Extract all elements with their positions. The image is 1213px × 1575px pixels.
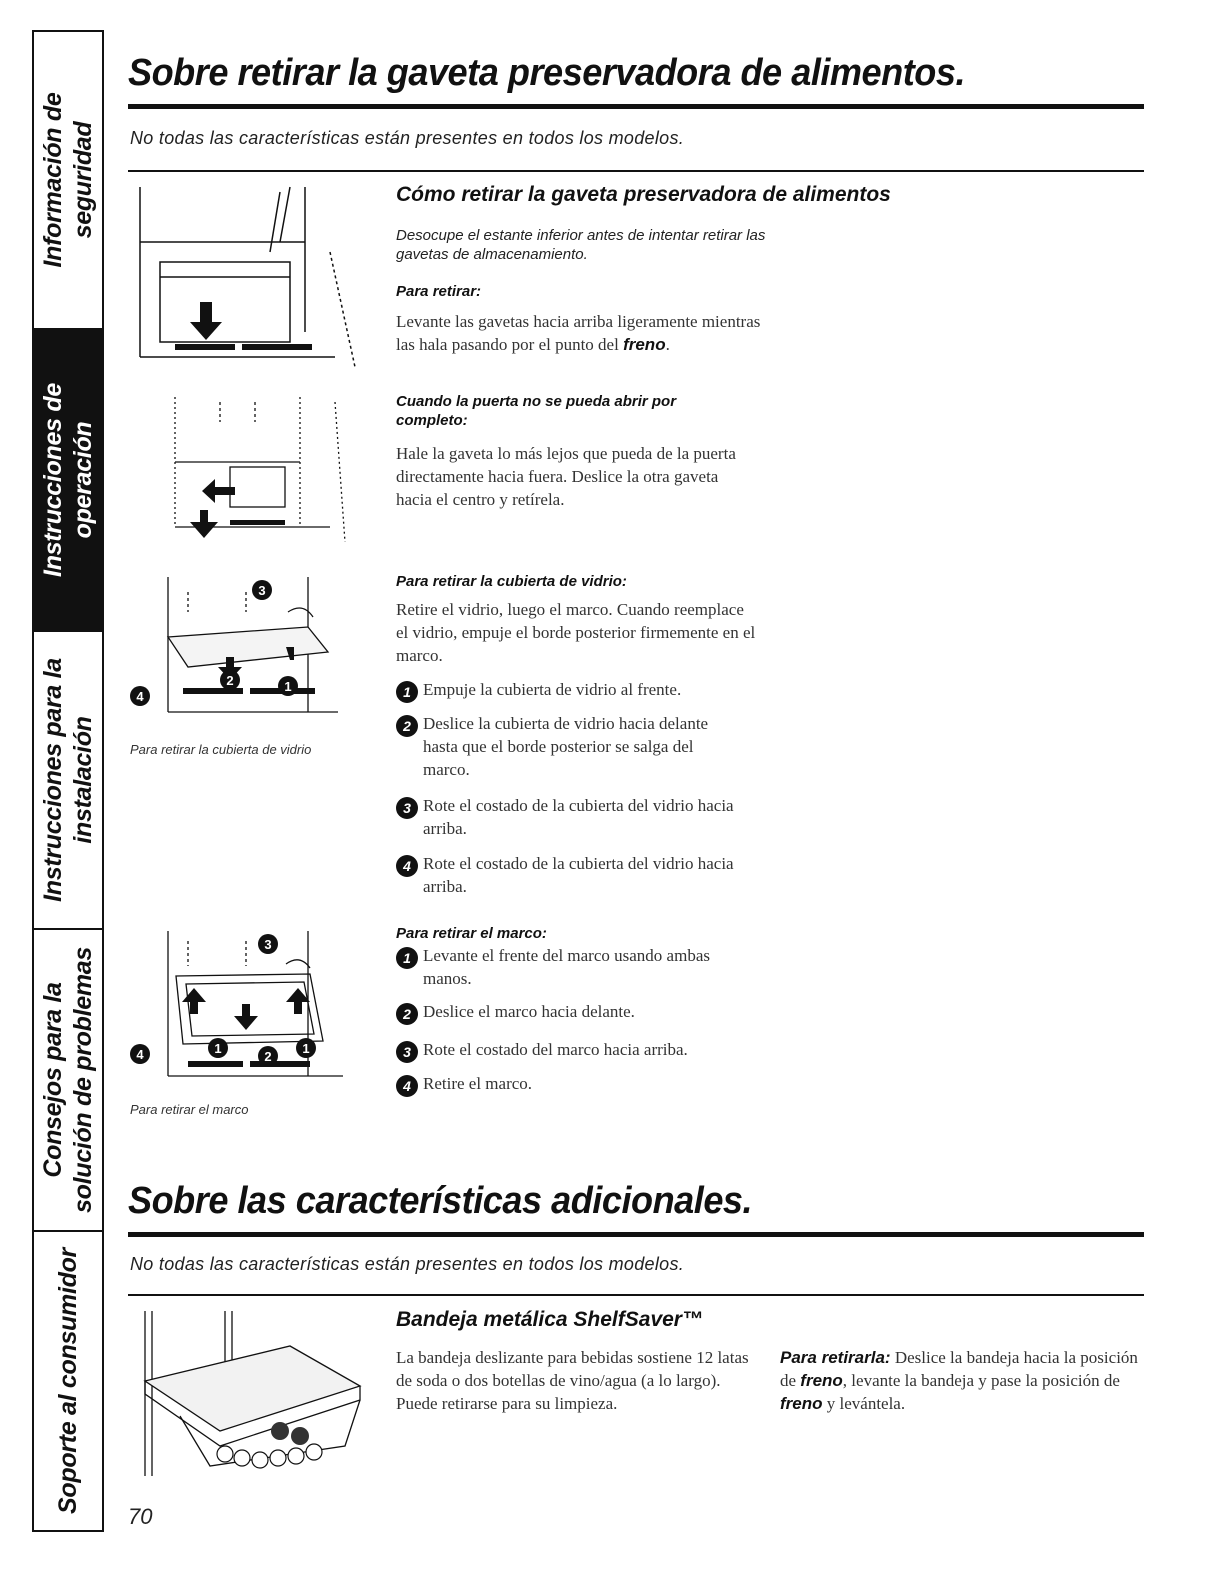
- svg-text:2: 2: [264, 1049, 272, 1064]
- step-number-icon: 1: [396, 947, 418, 969]
- step-number-icon: 4: [396, 855, 418, 877]
- section1-rule: [128, 104, 1144, 109]
- section1-title: Sobre retirar la gaveta preservadora de alimentos.: [128, 52, 966, 94]
- section2-rule: [128, 1232, 1144, 1237]
- frame-step: 1 Levante el frente del marco usando ambas manos.: [396, 944, 776, 990]
- svg-text:3: 3: [258, 583, 266, 598]
- glass-step: 2 Deslice la cubierta de vidrio hacia delante hasta que el borde posterior se salga del marco.: [396, 712, 746, 781]
- step-number-icon: 2: [396, 715, 418, 737]
- section1-divider: [128, 170, 1144, 172]
- glass-caption: Para retirar la cubierta de vidrio: [130, 742, 312, 757]
- tab-soporte-consumidor[interactable]: Soporte al consumidor: [54, 1248, 82, 1514]
- drawer-heading: Cómo retirar la gaveta preservadora de alimentos: [396, 183, 891, 206]
- door-label: Cuando la puerta no se pueda abrir por completo:: [396, 393, 677, 429]
- drawer-door-illustration: [130, 392, 366, 552]
- glass-step: 3 Rote el costado de la cubierta del vidrio hacia arriba.: [396, 794, 776, 840]
- step-number-icon: 3: [396, 797, 418, 819]
- svg-text:4: 4: [136, 689, 144, 704]
- section1-subtitle: No todas las características están presentes en todos los modelos.: [130, 128, 685, 148]
- svg-text:4: 4: [136, 1047, 144, 1062]
- section2-subtitle: No todas las características están presentes en todos los modelos.: [130, 1254, 685, 1274]
- svg-text:1: 1: [284, 679, 292, 694]
- svg-text:1: 1: [302, 1041, 310, 1056]
- glass-label: Para retirar la cubierta de vidrio:: [396, 573, 627, 590]
- remove-label: Para retirar:: [396, 283, 482, 300]
- shelfsaver-text: La bandeja deslizante para bebidas sostiene 12 latas de soda o dos botellas de vino/agua (a lo largo). Puede retirarse para su limpieza.: [396, 1348, 749, 1413]
- frame-caption: Para retirar el marco: [130, 1102, 249, 1117]
- glass-text: Retire el vidrio, luego el marco. Cuando reemplace el vidrio, empuje el borde posterior firmemente en el marco.: [396, 600, 756, 665]
- drawer-note: Desocupe el estante inferior antes de intentar retirar las gavetas de almacenamiento.: [396, 227, 766, 263]
- step-number-icon: 1: [396, 681, 418, 703]
- drawer-lift-illustration: [130, 182, 366, 372]
- glass-step: 1 Empuje la cubierta de vidrio al frente.: [396, 678, 776, 703]
- frame-step: 2 Deslice el marco hacia delante.: [396, 1000, 776, 1025]
- tab-instrucciones-instalacion[interactable]: Instrucciones para la instalación: [34, 632, 102, 930]
- shelfsaver-illustration: [130, 1306, 370, 1486]
- door-text: Hale la gaveta lo más lejos que pueda de la puerta directamente hacia fuera. Deslice la otra gaveta hacia el centro y retírela.: [396, 444, 736, 509]
- section2-title: Sobre las características adicionales.: [128, 1180, 753, 1222]
- glass-cover-illustration: [128, 572, 364, 737]
- step-number-icon: 3: [396, 1041, 418, 1063]
- frame-step: 3 Rote el costado del marco hacia arriba.: [396, 1038, 796, 1063]
- shelfsaver-heading: Bandeja metálica ShelfSaver™: [396, 1308, 703, 1331]
- svg-text:2: 2: [226, 673, 234, 688]
- step-number-icon: 4: [396, 1075, 418, 1097]
- sidebar-tabs: [32, 30, 104, 1532]
- tab-consejos-problemas[interactable]: Consejos para la solución de problemas: [34, 930, 102, 1232]
- tab-informacion-seguridad[interactable]: Información de seguridad: [34, 32, 102, 330]
- remove-text: Levante las gavetas hacia arriba ligeramente mientras las hala pasando por el punto del freno.: [396, 312, 761, 354]
- section2-divider: [128, 1294, 1144, 1296]
- frame-step: 4 Retire el marco.: [396, 1072, 776, 1097]
- glass-step: 4 Rote el costado de la cubierta del vidrio hacia arriba.: [396, 852, 776, 898]
- frame-illustration: [128, 926, 364, 1096]
- tab-instrucciones-operacion[interactable]: Instrucciones de operación: [34, 330, 102, 632]
- frame-label: Para retirar el marco:: [396, 925, 547, 942]
- shelfsaver-remove-text: Para retirarla: Deslice la bandeja hacia la posición de freno, levante la bandeja y pase la posición de freno y levántela.: [780, 1348, 1138, 1413]
- svg-text:1: 1: [214, 1041, 222, 1056]
- page-number: 70: [128, 1504, 153, 1529]
- svg-text:3: 3: [264, 937, 272, 952]
- step-number-icon: 2: [396, 1003, 418, 1025]
